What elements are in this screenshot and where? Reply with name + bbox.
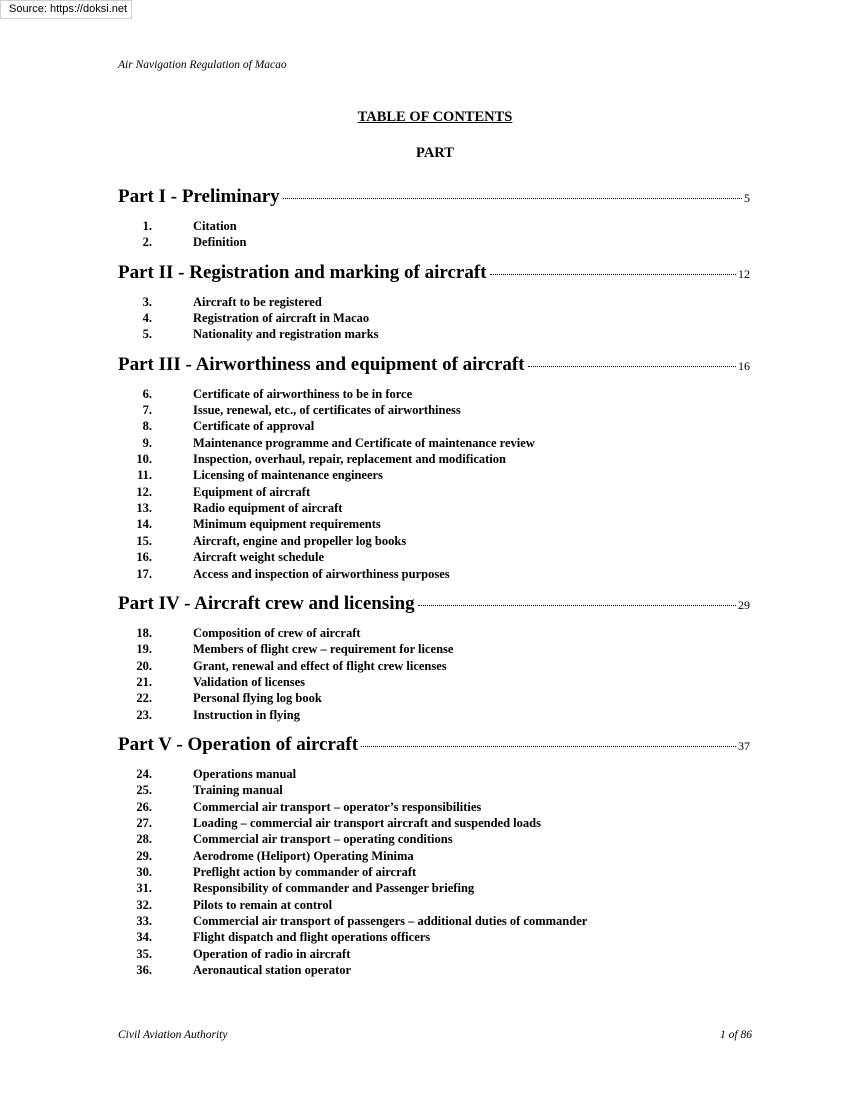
- item-number: 36.: [136, 963, 152, 978]
- part-heading[interactable]: [118, 593, 750, 621]
- toc-item[interactable]: [118, 218, 750, 234]
- toc-item[interactable]: [118, 946, 750, 962]
- dot-leader: [283, 198, 742, 199]
- item-number: 23.: [136, 707, 152, 722]
- item-number: 16.: [136, 550, 152, 565]
- part-page-number: 5: [744, 191, 750, 205]
- toc-part: [118, 186, 750, 251]
- footer-page-number: 1 of 86: [720, 1029, 752, 1041]
- part-item-list: [118, 766, 750, 978]
- item-label: Issue, renewal, etc., of certificates of airworthiness: [193, 403, 461, 418]
- part-item-list: [118, 294, 750, 343]
- toc-item[interactable]: [118, 707, 750, 723]
- toc-item[interactable]: [118, 326, 750, 342]
- toc-item[interactable]: [118, 880, 750, 896]
- item-label: Radio equipment of aircraft: [193, 501, 343, 516]
- toc-item[interactable]: [118, 533, 750, 549]
- item-label: Pilots to remain at control: [193, 897, 333, 912]
- part-title: Part I - Preliminary: [118, 186, 280, 207]
- toc-title: [0, 109, 851, 126]
- part-page-number: 16: [738, 358, 750, 373]
- source-label: Source: https://doksi.net: [0, 0, 132, 19]
- item-label: Definition: [193, 235, 247, 250]
- item-number: 15.: [136, 533, 152, 548]
- toc-item[interactable]: [118, 625, 750, 641]
- toc-item[interactable]: [118, 386, 750, 402]
- part-page-number: 12: [738, 266, 750, 281]
- running-header: Air Navigation Regulation of Macao: [118, 59, 287, 71]
- toc-part: [118, 354, 750, 582]
- item-label: Personal flying log book: [193, 691, 322, 706]
- part-title: Part V - Operation of aircraft: [118, 733, 359, 755]
- toc-item[interactable]: [118, 294, 750, 310]
- toc-title-text: TABLE OF CONTENTS: [357, 109, 513, 125]
- item-label: Nationality and registration marks: [193, 327, 379, 342]
- item-label: Preflight action by commander of aircraft: [193, 864, 417, 879]
- toc-item[interactable]: [118, 467, 750, 483]
- item-label: Minimum equipment requirements: [193, 517, 381, 532]
- item-number: 14.: [136, 517, 152, 532]
- toc-item[interactable]: [118, 848, 750, 864]
- item-label: Operation of radio in aircraft: [193, 946, 351, 961]
- part-page-number: 37: [738, 738, 750, 753]
- item-label: Equipment of aircraft: [193, 484, 311, 499]
- toc-item[interactable]: [118, 402, 750, 418]
- item-label: Members of flight crew – requirement for license: [193, 642, 454, 657]
- item-number: 13.: [136, 501, 152, 516]
- part-title: Part IV - Aircraft crew and licensing: [118, 592, 415, 614]
- toc-part: [118, 593, 750, 723]
- part-title: Part III - Airworthiness and equipment of aircraft: [118, 353, 525, 375]
- item-label: Loading – commercial air transport aircraft and suspended loads: [193, 815, 541, 830]
- item-number: 7.: [142, 403, 152, 418]
- item-label: Registration of aircraft in Macao: [193, 311, 370, 326]
- item-label: Aircraft, engine and propeller log books: [193, 533, 407, 548]
- part-item-list: [118, 218, 750, 251]
- toc-item[interactable]: [118, 864, 750, 880]
- item-number: 33.: [136, 914, 152, 928]
- item-label: Licensing of maintenance engineers: [193, 468, 383, 483]
- item-label: Access and inspection of airworthiness purposes: [193, 566, 450, 581]
- item-number: 10.: [136, 452, 152, 467]
- item-label: Commercial air transport – operator’s responsibilities: [193, 799, 482, 814]
- dot-leader: [528, 366, 736, 367]
- toc-item[interactable]: [118, 766, 750, 782]
- part-item-list: [118, 386, 750, 582]
- item-number: 34.: [136, 930, 152, 945]
- toc-item[interactable]: [118, 516, 750, 532]
- item-label: Composition of crew of aircraft: [193, 625, 361, 640]
- item-label: Aeronautical station operator: [193, 963, 352, 978]
- toc-part: [118, 734, 750, 978]
- item-label: Certificate of airworthiness to be in force: [193, 386, 413, 401]
- part-title: Part II - Registration and marking of aircraft: [118, 261, 487, 283]
- page-footer: [118, 1029, 752, 1041]
- item-label: Aircraft weight schedule: [193, 550, 324, 565]
- toc-item[interactable]: [118, 674, 750, 690]
- toc-item[interactable]: [118, 897, 750, 913]
- dot-leader: [418, 605, 736, 606]
- item-number: 4.: [142, 311, 152, 326]
- table-of-contents: [118, 186, 750, 978]
- toc-item[interactable]: [118, 913, 750, 929]
- toc-item[interactable]: [118, 799, 750, 815]
- item-number: 29.: [136, 848, 152, 863]
- item-number: 2.: [142, 235, 152, 250]
- item-number: 35.: [136, 946, 152, 961]
- part-heading[interactable]: [118, 186, 750, 214]
- item-number: 24.: [136, 766, 152, 781]
- item-number: 5.: [142, 327, 152, 342]
- part-heading[interactable]: [118, 262, 750, 290]
- toc-item[interactable]: [118, 658, 750, 674]
- item-label: Operations manual: [193, 766, 297, 781]
- item-label: Commercial air transport of passengers – additional duties of commander: [193, 914, 588, 928]
- item-number: 11.: [137, 468, 152, 483]
- item-label: Aircraft to be registered: [193, 294, 322, 309]
- toc-item[interactable]: [118, 566, 750, 582]
- toc-item[interactable]: [118, 782, 750, 798]
- item-number: 6.: [142, 386, 152, 401]
- toc-item[interactable]: [118, 815, 750, 831]
- dot-leader: [361, 746, 736, 747]
- toc-item[interactable]: [118, 234, 750, 250]
- part-heading[interactable]: [118, 734, 750, 762]
- footer-authority: Civil Aviation Authority: [118, 1029, 228, 1041]
- toc-item[interactable]: [118, 435, 750, 451]
- item-label: Responsibility of commander and Passenger briefing: [193, 881, 475, 896]
- item-label: Instruction in flying: [193, 707, 300, 722]
- item-label: Grant, renewal and effect of flight crew licenses: [193, 658, 447, 673]
- item-number: 20.: [136, 658, 152, 673]
- toc-item[interactable]: [118, 690, 750, 706]
- item-label: Certificate of approval: [193, 419, 315, 434]
- toc-item[interactable]: [118, 451, 750, 467]
- item-number: 30.: [136, 864, 152, 879]
- item-number: 3.: [142, 294, 152, 309]
- item-number: 8.: [142, 419, 152, 434]
- toc-subtitle: PART: [416, 145, 454, 161]
- item-label: Maintenance programme and Certificate of maintenance review: [193, 435, 535, 450]
- toc-item[interactable]: [118, 549, 750, 565]
- toc-item[interactable]: [118, 310, 750, 326]
- item-number: 26.: [136, 799, 152, 814]
- toc-item[interactable]: [118, 831, 750, 847]
- toc-part: [118, 262, 750, 343]
- toc-item[interactable]: [118, 418, 750, 434]
- part-item-list: [118, 625, 750, 723]
- dot-leader: [490, 274, 736, 275]
- item-number: 32.: [136, 897, 152, 912]
- toc-item[interactable]: [118, 962, 750, 978]
- toc-item[interactable]: [118, 929, 750, 945]
- part-heading[interactable]: [118, 354, 750, 382]
- toc-item[interactable]: [118, 500, 750, 516]
- toc-item[interactable]: [118, 484, 750, 500]
- item-label: Aerodrome (Heliport) Operating Minima: [193, 848, 414, 863]
- item-number: 31.: [136, 881, 152, 896]
- item-label: Commercial air transport – operating conditions: [193, 832, 453, 847]
- item-number: 21.: [136, 674, 152, 689]
- item-number: 25.: [136, 783, 152, 798]
- item-number: 19.: [136, 642, 152, 657]
- item-number: 27.: [136, 815, 152, 830]
- item-label: Validation of licenses: [193, 674, 306, 689]
- item-number: 9.: [142, 435, 152, 450]
- item-label: Flight dispatch and flight operations officers: [193, 930, 431, 945]
- item-label: Training manual: [193, 783, 283, 798]
- toc-item[interactable]: [118, 641, 750, 657]
- item-label: Citation: [193, 219, 237, 233]
- item-number: 1.: [142, 219, 152, 233]
- item-number: 28.: [136, 832, 152, 847]
- item-number: 17.: [136, 566, 152, 581]
- item-label: Inspection, overhaul, repair, replacement and modification: [193, 452, 506, 467]
- item-number: 12.: [136, 484, 152, 499]
- item-number: 18.: [136, 625, 152, 640]
- item-number: 22.: [136, 691, 152, 706]
- part-page-number: 29: [738, 597, 750, 612]
